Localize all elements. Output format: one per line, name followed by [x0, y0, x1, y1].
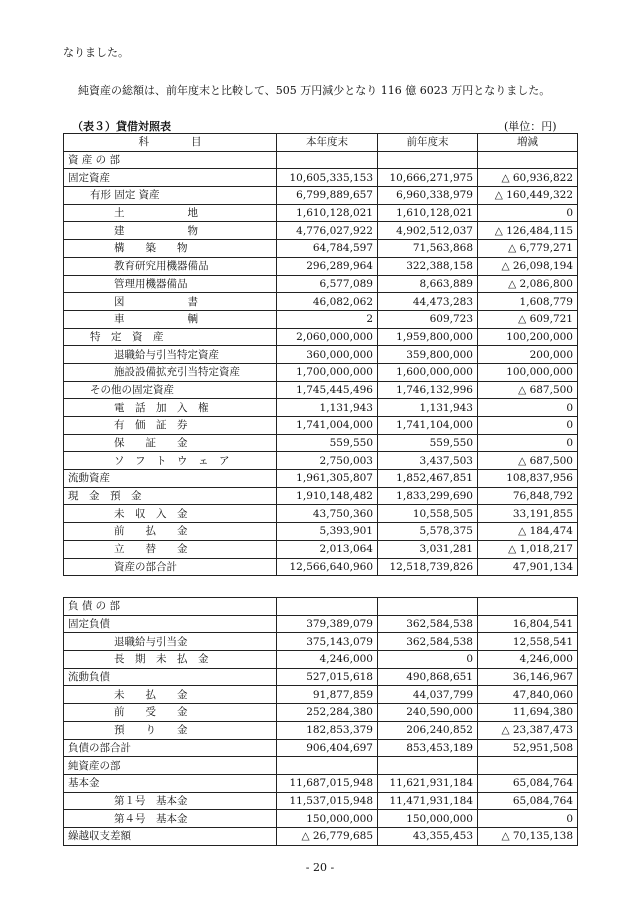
row-label: 長 期 未 払 金 [64, 651, 277, 669]
current-value: 2,060,000,000 [277, 328, 378, 346]
previous-value [378, 151, 478, 169]
current-value: 1,741,004,000 [277, 417, 378, 435]
row-label: 流動負債 [64, 668, 277, 686]
row-label: 現 金 預 金 [64, 487, 277, 505]
current-value: 2,013,064 [277, 540, 378, 558]
change-value: 100,000,000 [478, 363, 578, 381]
header-change: 増減 [478, 134, 578, 152]
row-label: ソ フ ト ウ ェ ア [64, 452, 277, 470]
current-value: 360,000,000 [277, 346, 378, 364]
change-value: 1,608,779 [478, 293, 578, 311]
current-value: 559,550 [277, 434, 378, 452]
change-value: 33,191,855 [478, 505, 578, 523]
change-value: △ 60,936,822 [478, 169, 578, 187]
change-value: 0 [478, 417, 578, 435]
change-value: 47,901,134 [478, 558, 578, 576]
current-value: 2 [277, 310, 378, 328]
previous-value: 359,800,000 [378, 346, 478, 364]
row-label: 退職給与引当金 [64, 633, 277, 651]
table-row [64, 598, 578, 616]
previous-value: 1,600,000,000 [378, 363, 478, 381]
change-value: 11,694,380 [478, 704, 578, 722]
row-label: 前 受 金 [64, 704, 277, 722]
current-value: 527,015,618 [277, 668, 378, 686]
table-row [64, 293, 578, 311]
table-row [64, 686, 578, 704]
row-label: 固定負債 [64, 615, 277, 633]
previous-value: 12,518,739,826 [378, 558, 478, 576]
assets-body [64, 151, 578, 576]
previous-value: 6,960,338,979 [378, 187, 478, 205]
previous-value: 1,131,943 [378, 399, 478, 417]
previous-value: 44,037,799 [378, 686, 478, 704]
change-value: 52,951,508 [478, 739, 578, 757]
current-value: 11,537,015,948 [277, 792, 378, 810]
change-value: 12,558,541 [478, 633, 578, 651]
net-assets-summary: 純資産の総額は、前年度末と比較して、505 万円減少となり 116 億 6023 万円となりました。 [78, 84, 551, 97]
row-label: 退職給与引当特定資産 [64, 346, 277, 364]
previous-value: 3,437,503 [378, 452, 478, 470]
row-label: 教育研究用機器備品 [64, 257, 277, 275]
table-title: （表３）貸借対照表 [72, 120, 171, 133]
change-value: △ 687,500 [478, 452, 578, 470]
row-label: 第４号 基本金 [64, 810, 277, 828]
change-value: △ 23,387,473 [478, 721, 578, 739]
header-current: 本年度末 [277, 134, 378, 152]
change-value: △ 26,098,194 [478, 257, 578, 275]
change-value: △ 184,474 [478, 523, 578, 541]
previous-value: 4,902,512,037 [378, 222, 478, 240]
previous-value: 853,453,189 [378, 739, 478, 757]
table-row [64, 739, 578, 757]
previous-value: 1,746,132,996 [378, 381, 478, 399]
change-value [478, 598, 578, 616]
table-row [64, 810, 578, 828]
previous-value: 3,031,281 [378, 540, 478, 558]
current-value: 11,687,015,948 [277, 774, 378, 792]
table-row [64, 381, 578, 399]
row-label: 電 話 加 入 権 [64, 399, 277, 417]
table-row [64, 417, 578, 435]
current-value: 150,000,000 [277, 810, 378, 828]
row-label: 純資産の部 [64, 757, 277, 775]
row-label: 預 り 金 [64, 721, 277, 739]
row-label: 前 払 金 [64, 523, 277, 541]
current-value: 1,131,943 [277, 399, 378, 417]
current-value: 6,799,889,657 [277, 187, 378, 205]
liabilities-body [64, 598, 578, 846]
table-row [64, 774, 578, 792]
change-value: △ 609,721 [478, 310, 578, 328]
previous-value: 10,666,271,975 [378, 169, 478, 187]
row-label: 流動資産 [64, 470, 277, 488]
table-row [64, 704, 578, 722]
previous-value: 206,240,852 [378, 721, 478, 739]
table-row [64, 169, 578, 187]
row-label: 土 地 [64, 204, 277, 222]
row-label: 未 払 金 [64, 686, 277, 704]
row-label: 基本金 [64, 774, 277, 792]
table-row [64, 257, 578, 275]
current-value: 2,750,003 [277, 452, 378, 470]
current-value: 10,605,335,153 [277, 169, 378, 187]
table-row [64, 399, 578, 417]
change-value: △ 1,018,217 [478, 540, 578, 558]
table-row [64, 470, 578, 488]
previous-value: 71,563,868 [378, 240, 478, 258]
previous-value: 1,610,128,021 [378, 204, 478, 222]
table-row [64, 668, 578, 686]
table-row [64, 363, 578, 381]
change-value: △ 2,086,800 [478, 275, 578, 293]
balance-sheet-liabilities-table [63, 597, 578, 846]
table-row [64, 240, 578, 258]
previous-value: 150,000,000 [378, 810, 478, 828]
intro-line: なりました。 [63, 46, 129, 59]
table-row [64, 346, 578, 364]
current-value: 379,389,079 [277, 615, 378, 633]
row-label: 管理用機器備品 [64, 275, 277, 293]
current-value: △ 26,779,685 [277, 827, 378, 845]
table-row [64, 721, 578, 739]
table-row [64, 310, 578, 328]
current-value: 1,700,000,000 [277, 363, 378, 381]
change-value: △ 6,779,271 [478, 240, 578, 258]
table-row [64, 558, 578, 576]
row-label: 第１号 基本金 [64, 792, 277, 810]
row-label: その他の固定資産 [64, 381, 277, 399]
current-value: 6,577,089 [277, 275, 378, 293]
previous-value [378, 757, 478, 775]
table-row [64, 151, 578, 169]
table-row [64, 222, 578, 240]
current-value: 1,745,445,496 [277, 381, 378, 399]
change-value: 4,246,000 [478, 651, 578, 669]
previous-value: 8,663,889 [378, 275, 478, 293]
change-value: △ 126,484,115 [478, 222, 578, 240]
table-row [64, 615, 578, 633]
table-row [64, 187, 578, 205]
previous-value: 362,584,538 [378, 633, 478, 651]
current-value: 1,910,148,482 [277, 487, 378, 505]
row-label: 負債の部合計 [64, 739, 277, 757]
row-label: 有形 固定 資産 [64, 187, 277, 205]
table-row [64, 651, 578, 669]
previous-value: 10,558,505 [378, 505, 478, 523]
previous-value: 362,584,538 [378, 615, 478, 633]
change-value [478, 151, 578, 169]
current-value: 906,404,697 [277, 739, 378, 757]
change-value: 36,146,967 [478, 668, 578, 686]
change-value: 65,084,764 [478, 774, 578, 792]
previous-value: 322,388,158 [378, 257, 478, 275]
row-label: 繰越収支差額 [64, 827, 277, 845]
row-label: 立 替 金 [64, 540, 277, 558]
previous-value: 0 [378, 651, 478, 669]
change-value: 0 [478, 204, 578, 222]
current-value: 252,284,380 [277, 704, 378, 722]
previous-value: 490,868,651 [378, 668, 478, 686]
previous-value: 44,473,283 [378, 293, 478, 311]
previous-value: 43,355,453 [378, 827, 478, 845]
current-value: 296,289,964 [277, 257, 378, 275]
table-row [64, 487, 578, 505]
change-value: △ 687,500 [478, 381, 578, 399]
header-row [64, 134, 578, 152]
current-value: 4,776,027,922 [277, 222, 378, 240]
row-label: 施設設備拡充引当特定資産 [64, 363, 277, 381]
table-row [64, 633, 578, 651]
previous-value [378, 598, 478, 616]
table-row [64, 505, 578, 523]
previous-value: 11,621,931,184 [378, 774, 478, 792]
row-label: 有 価 証 券 [64, 417, 277, 435]
change-value: 200,000 [478, 346, 578, 364]
current-value: 12,566,640,960 [277, 558, 378, 576]
previous-value: 559,550 [378, 434, 478, 452]
row-label: 資産の部合計 [64, 558, 277, 576]
change-value: 16,804,541 [478, 615, 578, 633]
current-value [277, 598, 378, 616]
row-label: 特 定 資 産 [64, 328, 277, 346]
table-row [64, 452, 578, 470]
current-value [277, 151, 378, 169]
previous-value: 1,833,299,690 [378, 487, 478, 505]
change-value: 108,837,956 [478, 470, 578, 488]
current-value [277, 757, 378, 775]
previous-value: 609,723 [378, 310, 478, 328]
change-value [478, 757, 578, 775]
change-value: 76,848,792 [478, 487, 578, 505]
change-value: 0 [478, 434, 578, 452]
current-value: 1,961,305,807 [277, 470, 378, 488]
table-row [64, 328, 578, 346]
row-label: 未 収 入 金 [64, 505, 277, 523]
row-label: 建 物 [64, 222, 277, 240]
header-previous: 前年度末 [378, 134, 478, 152]
current-value: 5,393,901 [277, 523, 378, 541]
change-value: △ 160,449,322 [478, 187, 578, 205]
row-label: 負 債 の 部 [64, 598, 277, 616]
previous-value: 240,590,000 [378, 704, 478, 722]
current-value: 91,877,859 [277, 686, 378, 704]
table-row [64, 523, 578, 541]
row-label: 固定資産 [64, 169, 277, 187]
table-row [64, 540, 578, 558]
change-value: 65,084,764 [478, 792, 578, 810]
table-row [64, 204, 578, 222]
current-value: 46,082,062 [277, 293, 378, 311]
row-label: 車 輌 [64, 310, 277, 328]
previous-value: 1,852,467,851 [378, 470, 478, 488]
current-value: 375,143,079 [277, 633, 378, 651]
change-value: 0 [478, 810, 578, 828]
row-label: 図 書 [64, 293, 277, 311]
balance-sheet-assets-table [63, 133, 578, 576]
current-value: 43,750,360 [277, 505, 378, 523]
previous-value: 5,578,375 [378, 523, 478, 541]
table-row [64, 827, 578, 845]
row-label: 構 築 物 [64, 240, 277, 258]
previous-value: 1,959,800,000 [378, 328, 478, 346]
current-value: 1,610,128,021 [277, 204, 378, 222]
change-value: 100,200,000 [478, 328, 578, 346]
change-value: 0 [478, 399, 578, 417]
row-label: 保 証 金 [64, 434, 277, 452]
previous-value: 11,471,931,184 [378, 792, 478, 810]
header-item: 科 目 [64, 134, 277, 152]
current-value: 4,246,000 [277, 651, 378, 669]
table-row [64, 275, 578, 293]
unit-label: (単位：円) [504, 120, 557, 133]
change-value: △ 70,135,138 [478, 827, 578, 845]
current-value: 182,853,379 [277, 721, 378, 739]
table-row [64, 792, 578, 810]
table-row [64, 757, 578, 775]
change-value: 47,840,060 [478, 686, 578, 704]
current-value: 64,784,597 [277, 240, 378, 258]
page-number: - 20 - [305, 861, 335, 874]
row-label: 資 産 の 部 [64, 151, 277, 169]
table-row [64, 434, 578, 452]
previous-value: 1,741,104,000 [378, 417, 478, 435]
